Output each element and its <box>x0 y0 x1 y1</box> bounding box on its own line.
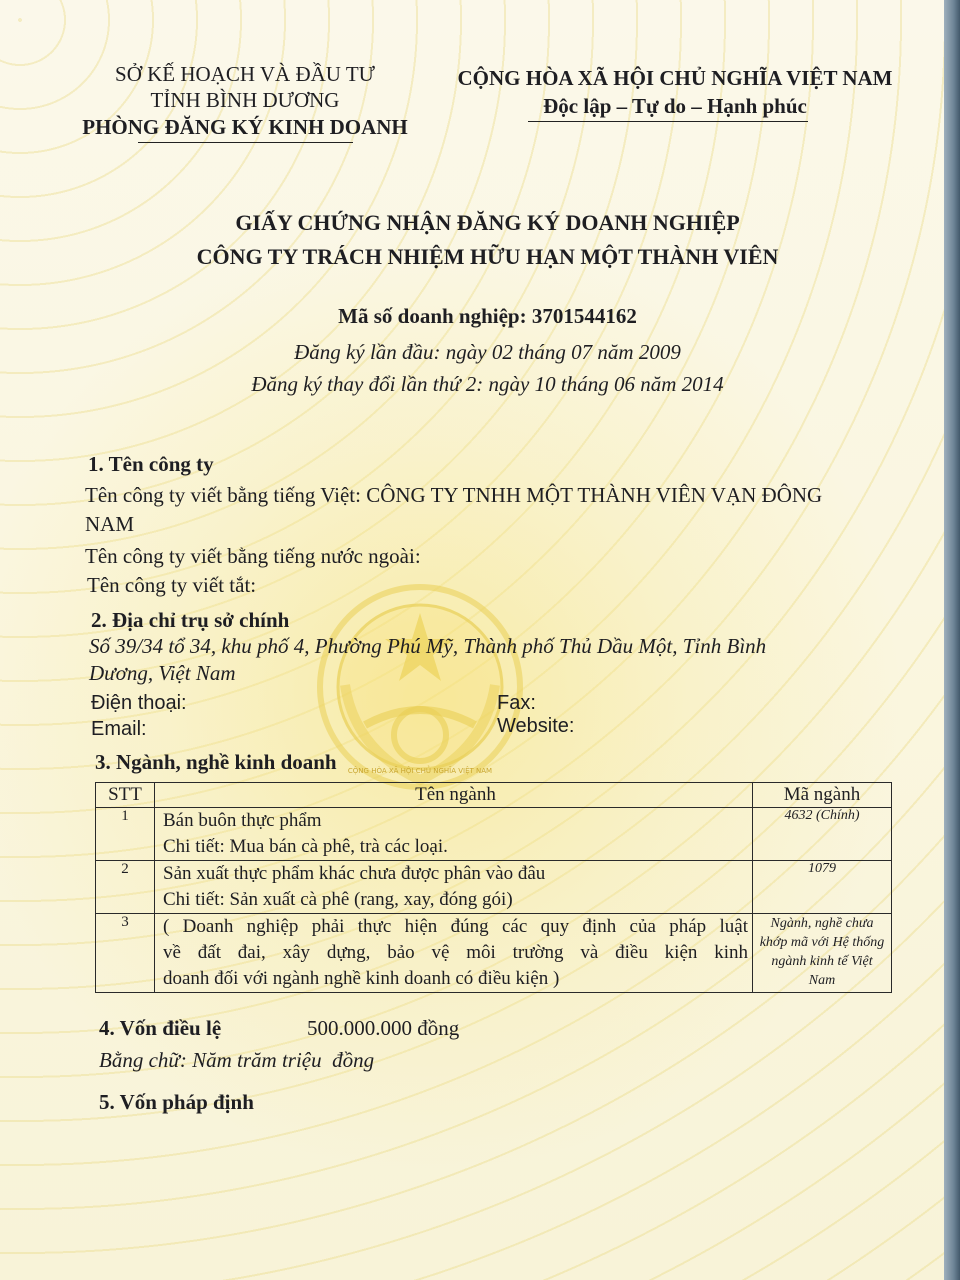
row2-line2: Chi tiết: Sản xuất cà phê (rang, xay, đóng gói) <box>163 889 513 910</box>
website-label: Website: <box>497 715 575 737</box>
emblem-text: CỘNG HÒA XÃ HỘI CHỦ NGHĨA VIỆT NAM <box>347 767 493 775</box>
certificate-title: GIẤY CHỨNG NHẬN ĐĂNG KÝ DOANH NGHIỆP <box>235 210 740 235</box>
national-emblem-watermark <box>305 575 535 805</box>
row1-code: 4632 (Chính) <box>753 808 892 861</box>
email-label: Email: <box>91 718 147 740</box>
section5-heading: 5. Vốn pháp định <box>99 1090 254 1114</box>
header-office: PHÒNG ĐĂNG KÝ KINH DOANH <box>82 115 408 139</box>
header-stt: STT <box>96 783 155 808</box>
row3-line3: doanh đối với ngành nghề kinh doanh có điều kiện ) <box>163 968 560 989</box>
table-row <box>96 808 892 861</box>
first-registration-date: Đăng ký lần đầu: ngày 02 tháng 07 năm 2009 <box>294 340 681 364</box>
address-line-2: Dương, Việt Nam <box>89 661 236 685</box>
row2-line1: Sản xuất thực phẩm khác chưa được phân vào đâu <box>163 863 546 884</box>
charter-capital-amount: 500.000.000 đồng <box>307 1016 460 1040</box>
company-name-short: Tên công ty viết tắt: <box>87 573 257 597</box>
row2-name <box>155 861 753 914</box>
header-motto: Độc lập – Tự do – Hạnh phúc <box>543 94 807 118</box>
row2-code: 1079 <box>753 861 892 914</box>
company-type: CÔNG TY TRÁCH NHIỆM HỮU HẠN MỘT THÀNH VIÊN <box>196 244 779 269</box>
table-row <box>96 861 892 914</box>
address-line-1: Số 39/34 tổ 34, khu phố 4, Phường Phú Mỹ, Thành phố Thủ Dầu Một, Tỉnh Bình <box>89 634 767 658</box>
row3-code: Ngành, nghề chưa khớp mã với Hệ thống ngành kinh tế Việt Nam <box>753 914 892 993</box>
row1-stt: 1 <box>96 808 155 861</box>
row3-stt: 3 <box>96 914 155 993</box>
business-lines-table <box>95 782 892 993</box>
fax-label: Fax: <box>497 692 536 714</box>
section4-heading: 4. Vốn điều lệ <box>99 1016 222 1040</box>
header-country: CỘNG HÒA XÃ HỘI CHỦ NGHĨA VIỆT NAM <box>457 66 893 90</box>
row3-line1: ( Doanh nghiệp phải thực hiện đúng các quy định của pháp luật <box>163 916 748 937</box>
row2-stt: 2 <box>96 861 155 914</box>
row3-line2: về đất đai, xây dựng, bảo vệ môi trường và điều kiện kinh <box>163 942 748 963</box>
background-edge <box>944 0 960 1280</box>
table-row <box>96 914 892 993</box>
company-name-vn-cont: NAM <box>85 512 135 536</box>
company-name-vn: Tên công ty viết bằng tiếng Việt: CÔNG TY TNHH MỘT THÀNH VIÊN VẠN ĐÔNG <box>85 483 823 507</box>
row1-name <box>155 808 753 861</box>
enterprise-code: Mã số doanh nghiệp: 3701544162 <box>338 304 637 328</box>
row1-line2: Chi tiết: Mua bán cà phê, trà các loại. <box>163 836 448 857</box>
header-left-underline <box>138 142 353 143</box>
section3-heading: 3. Ngành, nghề kinh doanh <box>95 750 337 774</box>
row3-name <box>155 914 753 993</box>
header-name: Tên ngành <box>155 783 753 808</box>
company-name-foreign: Tên công ty viết bằng tiếng nước ngoài: <box>85 544 421 568</box>
header-province: TỈNH BÌNH DƯƠNG <box>150 88 340 112</box>
header-code: Mã ngành <box>753 783 892 808</box>
table-header-row <box>96 783 892 808</box>
section2-heading: 2. Địa chỉ trụ sở chính <box>91 608 290 632</box>
header-right-underline <box>528 121 808 122</box>
section1-heading: 1. Tên công ty <box>88 452 214 476</box>
change-registration-date: Đăng ký thay đổi lần thứ 2: ngày 10 tháng 06 năm 2014 <box>251 372 724 396</box>
charter-capital-words: Bằng chữ: Năm trăm triệu đồng <box>99 1048 375 1072</box>
header-department: SỞ KẾ HOẠCH VÀ ĐẦU TƯ <box>115 62 375 86</box>
row1-line1: Bán buôn thực phẩm <box>163 810 322 831</box>
phone-label: Điện thoại: <box>91 692 187 714</box>
